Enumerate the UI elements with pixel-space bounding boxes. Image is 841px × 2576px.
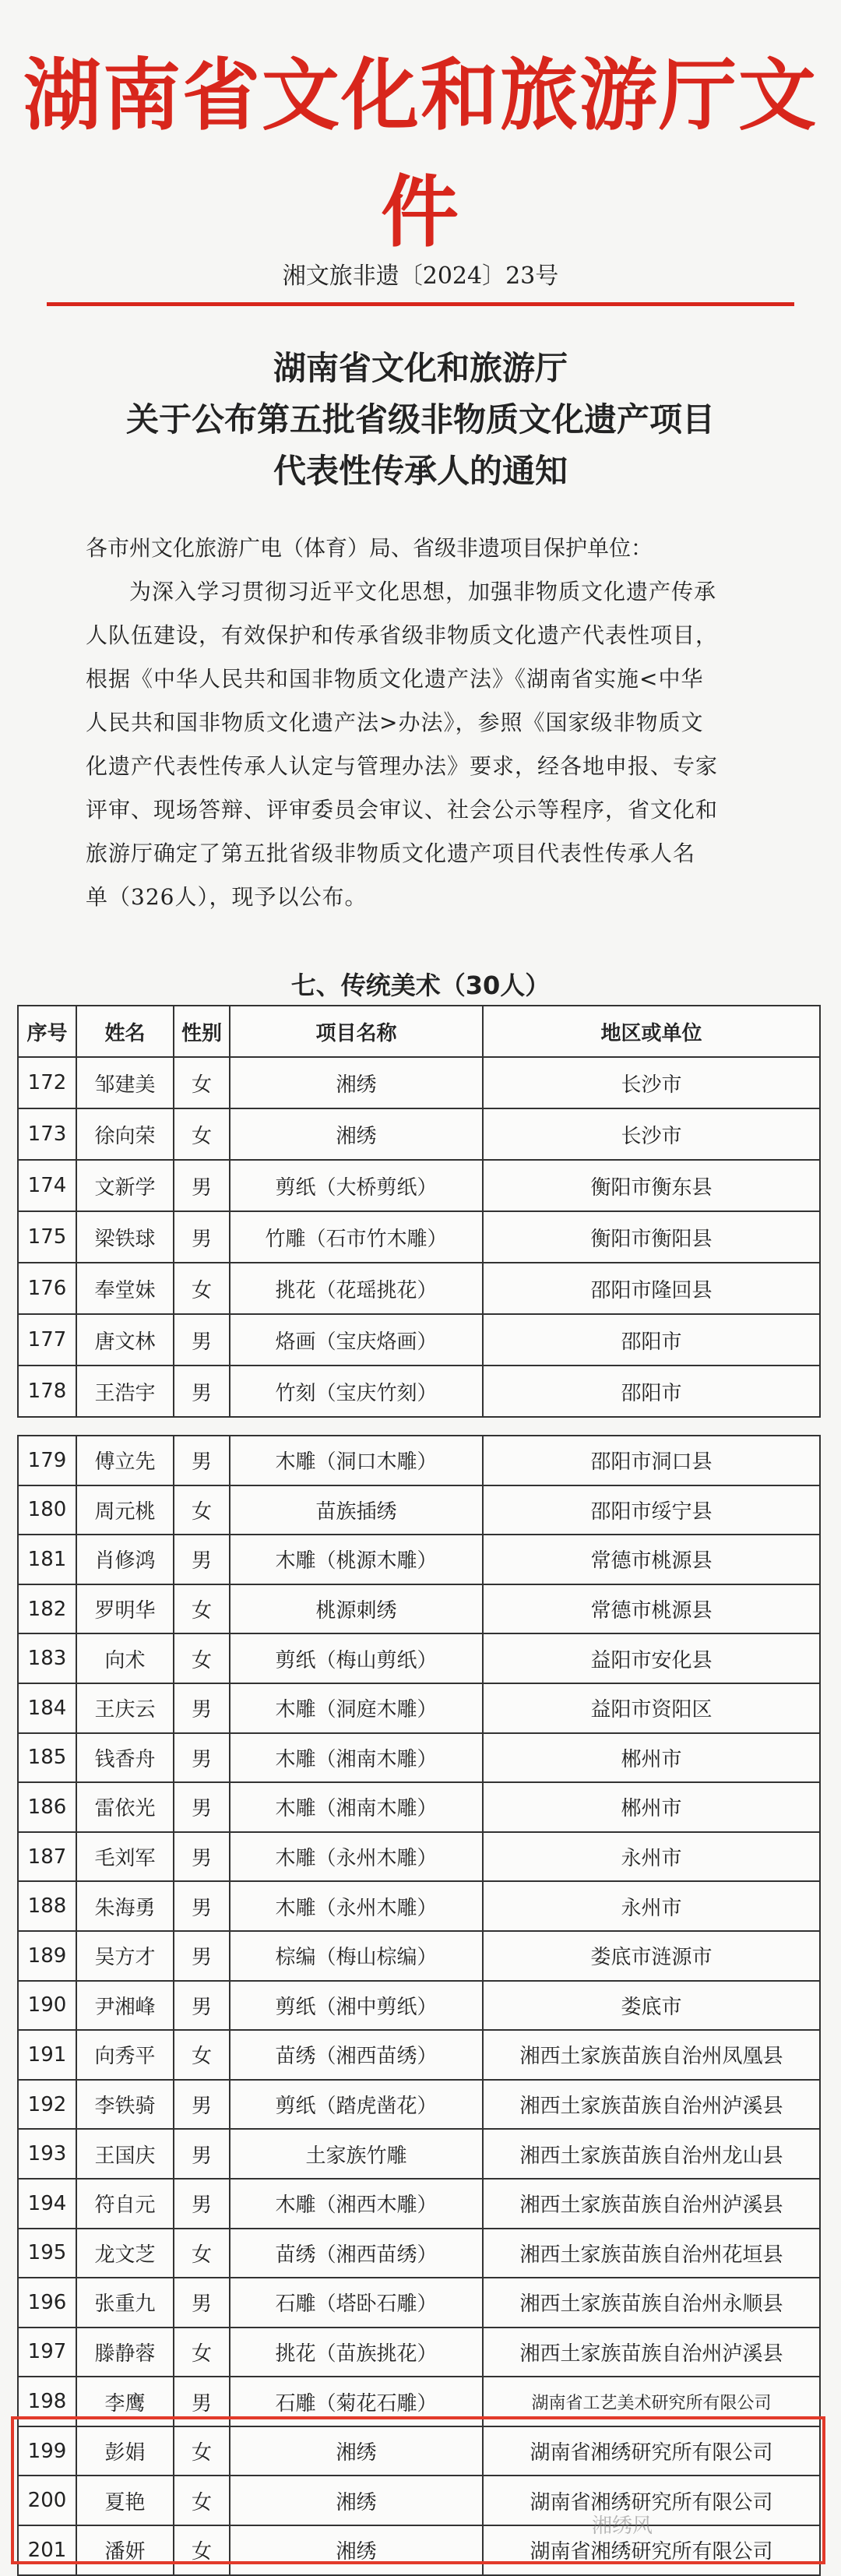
cell-name: 邹建美 (76, 1057, 174, 1108)
cell-no: 180 (18, 1485, 76, 1535)
cell-project: 石雕（菊花石雕） (230, 2377, 483, 2426)
inheritors-table-page2 (17, 1435, 821, 2576)
cell-no: 175 (18, 1211, 76, 1263)
cell-sex: 女 (174, 1263, 230, 1314)
cell-region: 常德市桃源县 (483, 1535, 820, 1584)
cell-sex: 女 (174, 1057, 230, 1108)
heading-line: 代表性传承人的通知 (273, 452, 568, 490)
inheritors-table-page1 (17, 1005, 821, 1418)
cell-project: 木雕（永州木雕） (230, 1881, 483, 1931)
table-header-row (18, 1006, 820, 1057)
body-line: 评审、现场答辩、评审委员会审议、社会公示等程序，省文化和 (86, 797, 719, 823)
cell-sex: 男 (174, 1314, 230, 1366)
cell-region: 湖南省湘绣研究所有限公司 (483, 2476, 820, 2525)
cell-region: 邵阳市 (483, 1314, 820, 1366)
cell-name: 向术 (76, 1633, 174, 1683)
cell-project: 湘绣 (230, 2476, 483, 2525)
cell-region: 衡阳市衡东县 (483, 1160, 820, 1211)
body-line: 根据《中华人民共和国非物质文化遗产法》《湖南省实施<中华 (86, 666, 704, 692)
table-row (18, 1832, 820, 1882)
cell-sex: 男 (174, 2129, 230, 2179)
cell-project: 苗族插绣 (230, 1485, 483, 1535)
body-line: 人民共和国非物质文化遗产法>办法》，参照《国家级非物质文 (86, 710, 704, 735)
cell-project: 苗绣（湘西苗绣） (230, 2229, 483, 2278)
cell-no: 193 (18, 2129, 76, 2179)
cell-project: 湘绣 (230, 2426, 483, 2476)
cell-sex: 女 (174, 2426, 230, 2476)
cell-region: 湖南省工艺美术研究所有限公司 (483, 2377, 820, 2426)
cell-project: 剪纸（梅山剪纸） (230, 1633, 483, 1683)
cell-region: 长沙市 (483, 1108, 820, 1160)
cell-project: 剪纸（大桥剪纸） (230, 1160, 483, 1211)
cell-name: 周元桃 (76, 1485, 174, 1535)
cell-sex: 女 (174, 2525, 230, 2575)
cell-name: 李铁骑 (76, 2080, 174, 2130)
cell-project: 挑花（花瑶挑花） (230, 1263, 483, 1314)
cell-sex: 女 (174, 2229, 230, 2278)
cell-name: 朱海勇 (76, 1881, 174, 1931)
heading-line: 湖南省文化和旅游厅 (273, 349, 568, 387)
table-row (18, 2129, 820, 2179)
cell-project: 桃源刺绣 (230, 1584, 483, 1634)
cell-project: 挑花（苗族挑花） (230, 2328, 483, 2377)
table-row (18, 1535, 820, 1584)
cell-no: 192 (18, 2080, 76, 2130)
cell-region: 益阳市资阳区 (483, 1683, 820, 1733)
cell-name: 文新学 (76, 1160, 174, 1211)
cell-name: 向秀平 (76, 2030, 174, 2080)
table-row (18, 1981, 820, 2031)
document-number: 湘文旅非遗〔2024〕23号 (282, 263, 559, 290)
cell-sex: 女 (174, 2030, 230, 2080)
body-line: 人队伍建设，有效保护和传承省级非物质文化遗产代表性项目， (86, 622, 719, 648)
table-row (18, 1931, 820, 1981)
cell-project: 湘绣 (230, 1057, 483, 1108)
cell-region: 湘西土家族苗族自治州泸溪县 (483, 2328, 820, 2377)
cell-name: 钱香舟 (76, 1733, 174, 1783)
table-row (18, 1211, 820, 1263)
cell-project: 木雕（洞口木雕） (230, 1436, 483, 1485)
cell-no: 172 (18, 1057, 76, 1108)
cell-name: 彭娟 (76, 2426, 174, 2476)
cell-no: 183 (18, 1633, 76, 1683)
cell-sex: 男 (174, 1832, 230, 1882)
cell-project: 木雕（湘南木雕） (230, 1733, 483, 1783)
cell-no: 173 (18, 1108, 76, 1160)
table-row (18, 2179, 820, 2229)
cell-project: 竹雕（石市竹木雕） (230, 1211, 483, 1263)
cell-project: 木雕（湘西木雕） (230, 2179, 483, 2229)
table-row (18, 1782, 820, 1832)
red-divider (47, 302, 794, 306)
cell-no: 184 (18, 1683, 76, 1733)
cell-no: 179 (18, 1436, 76, 1485)
cell-project: 木雕（永州木雕） (230, 1832, 483, 1882)
cell-project: 湘绣 (230, 2525, 483, 2575)
table-row (18, 1160, 820, 1211)
cell-name: 符自元 (76, 2179, 174, 2229)
cell-no: 191 (18, 2030, 76, 2080)
cell-project: 土家族竹雕 (230, 2129, 483, 2179)
cell-sex: 男 (174, 1881, 230, 1931)
cell-project: 湘绣 (230, 1108, 483, 1160)
cell-region: 邵阳市洞口县 (483, 1436, 820, 1485)
cell-region: 邵阳市 (483, 1366, 820, 1417)
cell-name: 毛刘军 (76, 1832, 174, 1882)
cell-no: 189 (18, 1931, 76, 1981)
cell-name: 龙文芝 (76, 2229, 174, 2278)
cell-sex: 女 (174, 1485, 230, 1535)
cell-sex: 女 (174, 2476, 230, 2525)
cell-name: 唐文林 (76, 1314, 174, 1366)
cell-name: 王庆云 (76, 1683, 174, 1733)
cell-no: 198 (18, 2377, 76, 2426)
body-line: 为深入学习贯彻习近平文化思想，加强非物质文化遗产传承 (129, 579, 717, 604)
cell-region: 邵阳市隆回县 (483, 1263, 820, 1314)
cell-project: 木雕（桃源木雕） (230, 1535, 483, 1584)
cell-no: 194 (18, 2179, 76, 2229)
cell-sex: 男 (174, 1981, 230, 2031)
cell-sex: 男 (174, 1535, 230, 1584)
cell-name: 潘妍 (76, 2525, 174, 2575)
cell-no: 186 (18, 1782, 76, 1832)
cell-name: 傅立先 (76, 1436, 174, 1485)
table-row (18, 1633, 820, 1683)
cell-sex: 女 (174, 2328, 230, 2377)
cell-no: 200 (18, 2476, 76, 2525)
cell-sex: 女 (174, 1584, 230, 1634)
cell-name: 夏艳 (76, 2476, 174, 2525)
table-row (18, 1057, 820, 1108)
table-row (18, 2030, 820, 2080)
cell-no: 182 (18, 1584, 76, 1634)
section-title: 七、传统美术（30人） (290, 971, 551, 1000)
cell-sex: 男 (174, 1733, 230, 1783)
cell-project: 木雕（湘南木雕） (230, 1782, 483, 1832)
body-line: 旅游厅确定了第五批省级非物质文化遗产项目代表性传承人名 (86, 840, 696, 866)
document-title: 湖南省文化和旅游厅文件 (23, 50, 818, 258)
cell-name: 雷依光 (76, 1782, 174, 1832)
cell-no: 176 (18, 1263, 76, 1314)
cell-region: 永州市 (483, 1832, 820, 1882)
addressee: 各市州文化旅游广电（体育）局、省级非遗项目保护单位： (86, 535, 653, 561)
body-line: 化遗产代表性传承人认定与管理办法》要求，经各地申报、专家 (86, 753, 719, 779)
cell-sex: 女 (174, 1633, 230, 1683)
cell-project: 烙画（宝庆烙画） (230, 1314, 483, 1366)
header-region: 地区或单位 (483, 1006, 820, 1057)
cell-project: 剪纸（湘中剪纸） (230, 1981, 483, 2031)
cell-no: 196 (18, 2278, 76, 2328)
cell-sex: 男 (174, 1211, 230, 1263)
highlight-box (11, 2416, 825, 2564)
cell-region: 湖南省湘绣研究所有限公司 (483, 2426, 820, 2476)
header-project: 项目名称 (230, 1006, 483, 1057)
cell-sex: 男 (174, 2278, 230, 2328)
cell-name: 滕静蓉 (76, 2328, 174, 2377)
cell-name: 王浩宇 (76, 1366, 174, 1417)
cell-no: 174 (18, 1160, 76, 1211)
cell-project: 棕编（梅山棕编） (230, 1931, 483, 1981)
cell-name: 吴方才 (76, 1931, 174, 1981)
header-no: 序号 (18, 1006, 76, 1057)
header-sex: 性别 (174, 1006, 230, 1057)
cell-no: 185 (18, 1733, 76, 1783)
table-row (18, 1683, 820, 1733)
cell-project: 剪纸（踏虎凿花） (230, 2080, 483, 2130)
cell-sex: 男 (174, 1931, 230, 1981)
table-row (18, 2080, 820, 2130)
cell-name: 肖修鸿 (76, 1535, 174, 1584)
cell-name: 李鹰 (76, 2377, 174, 2426)
cell-region: 衡阳市衡阳县 (483, 1211, 820, 1263)
cell-region: 郴州市 (483, 1782, 820, 1832)
table-row (18, 1366, 820, 1417)
cell-no: 201 (18, 2525, 76, 2575)
table-row (18, 2229, 820, 2278)
cell-region: 湘西土家族苗族自治州龙山县 (483, 2129, 820, 2179)
cell-sex: 男 (174, 1366, 230, 1417)
notice-heading (0, 343, 841, 497)
cell-region: 湘西土家族苗族自治州永顺县 (483, 2278, 820, 2328)
body-line: 单（326人），现予以公布。 (86, 884, 368, 910)
cell-project: 石雕（塔卧石雕） (230, 2278, 483, 2328)
cell-name: 王国庆 (76, 2129, 174, 2179)
cell-name: 梁铁球 (76, 1211, 174, 1263)
cell-no: 190 (18, 1981, 76, 2031)
cell-sex: 男 (174, 2179, 230, 2229)
cell-name: 徐向荣 (76, 1108, 174, 1160)
table-row (18, 1314, 820, 1366)
cell-region: 湘西土家族苗族自治州凤凰县 (483, 2030, 820, 2080)
cell-region: 常德市桃源县 (483, 1584, 820, 1634)
cell-region: 郴州市 (483, 1733, 820, 1783)
cell-name: 尹湘峰 (76, 1981, 174, 2031)
table-row (18, 1436, 820, 1485)
table-row (18, 1584, 820, 1634)
cell-sex: 男 (174, 2377, 230, 2426)
cell-no: 178 (18, 1366, 76, 1417)
header-name: 姓名 (76, 1006, 174, 1057)
cell-project: 竹刻（宝庆竹刻） (230, 1366, 483, 1417)
table-row (18, 1881, 820, 1931)
cell-name: 张重九 (76, 2278, 174, 2328)
heading-line: 关于公布第五批省级非物质文化遗产项目 (125, 400, 715, 439)
cell-region: 永州市 (483, 1881, 820, 1931)
cell-no: 181 (18, 1535, 76, 1584)
cell-no: 188 (18, 1881, 76, 1931)
cell-sex: 男 (174, 2080, 230, 2130)
cell-region: 湘西土家族苗族自治州泸溪县 (483, 2179, 820, 2229)
cell-project: 木雕（洞庭木雕） (230, 1683, 483, 1733)
cell-region: 湖南省湘绣研究所有限公司 (483, 2525, 820, 2575)
cell-region: 邵阳市绥宁县 (483, 1485, 820, 1535)
watermark: 湘绣风 (592, 2514, 653, 2538)
cell-region: 娄底市 (483, 1981, 820, 2031)
cell-no: 177 (18, 1314, 76, 1366)
table-row (18, 1485, 820, 1535)
table-row (18, 1263, 820, 1314)
table-row (18, 1733, 820, 1783)
cell-name: 罗明华 (76, 1584, 174, 1634)
cell-no: 197 (18, 2328, 76, 2377)
cell-region: 娄底市涟源市 (483, 1931, 820, 1981)
cell-no: 187 (18, 1832, 76, 1882)
cell-region: 长沙市 (483, 1057, 820, 1108)
cell-region: 湘西土家族苗族自治州泸溪县 (483, 2080, 820, 2130)
cell-region: 湘西土家族苗族自治州花垣县 (483, 2229, 820, 2278)
cell-name: 奉堂妹 (76, 1263, 174, 1314)
cell-sex: 女 (174, 1108, 230, 1160)
cell-sex: 男 (174, 1683, 230, 1733)
table-row (18, 2278, 820, 2328)
cell-sex: 男 (174, 1782, 230, 1832)
cell-no: 195 (18, 2229, 76, 2278)
cell-region: 益阳市安化县 (483, 1633, 820, 1683)
table-row (18, 2328, 820, 2377)
cell-no: 199 (18, 2426, 76, 2476)
cell-sex: 男 (174, 1160, 230, 1211)
cell-project: 苗绣（湘西苗绣） (230, 2030, 483, 2080)
cell-sex: 男 (174, 1436, 230, 1485)
notice-body (86, 570, 786, 919)
table-row (18, 1108, 820, 1160)
